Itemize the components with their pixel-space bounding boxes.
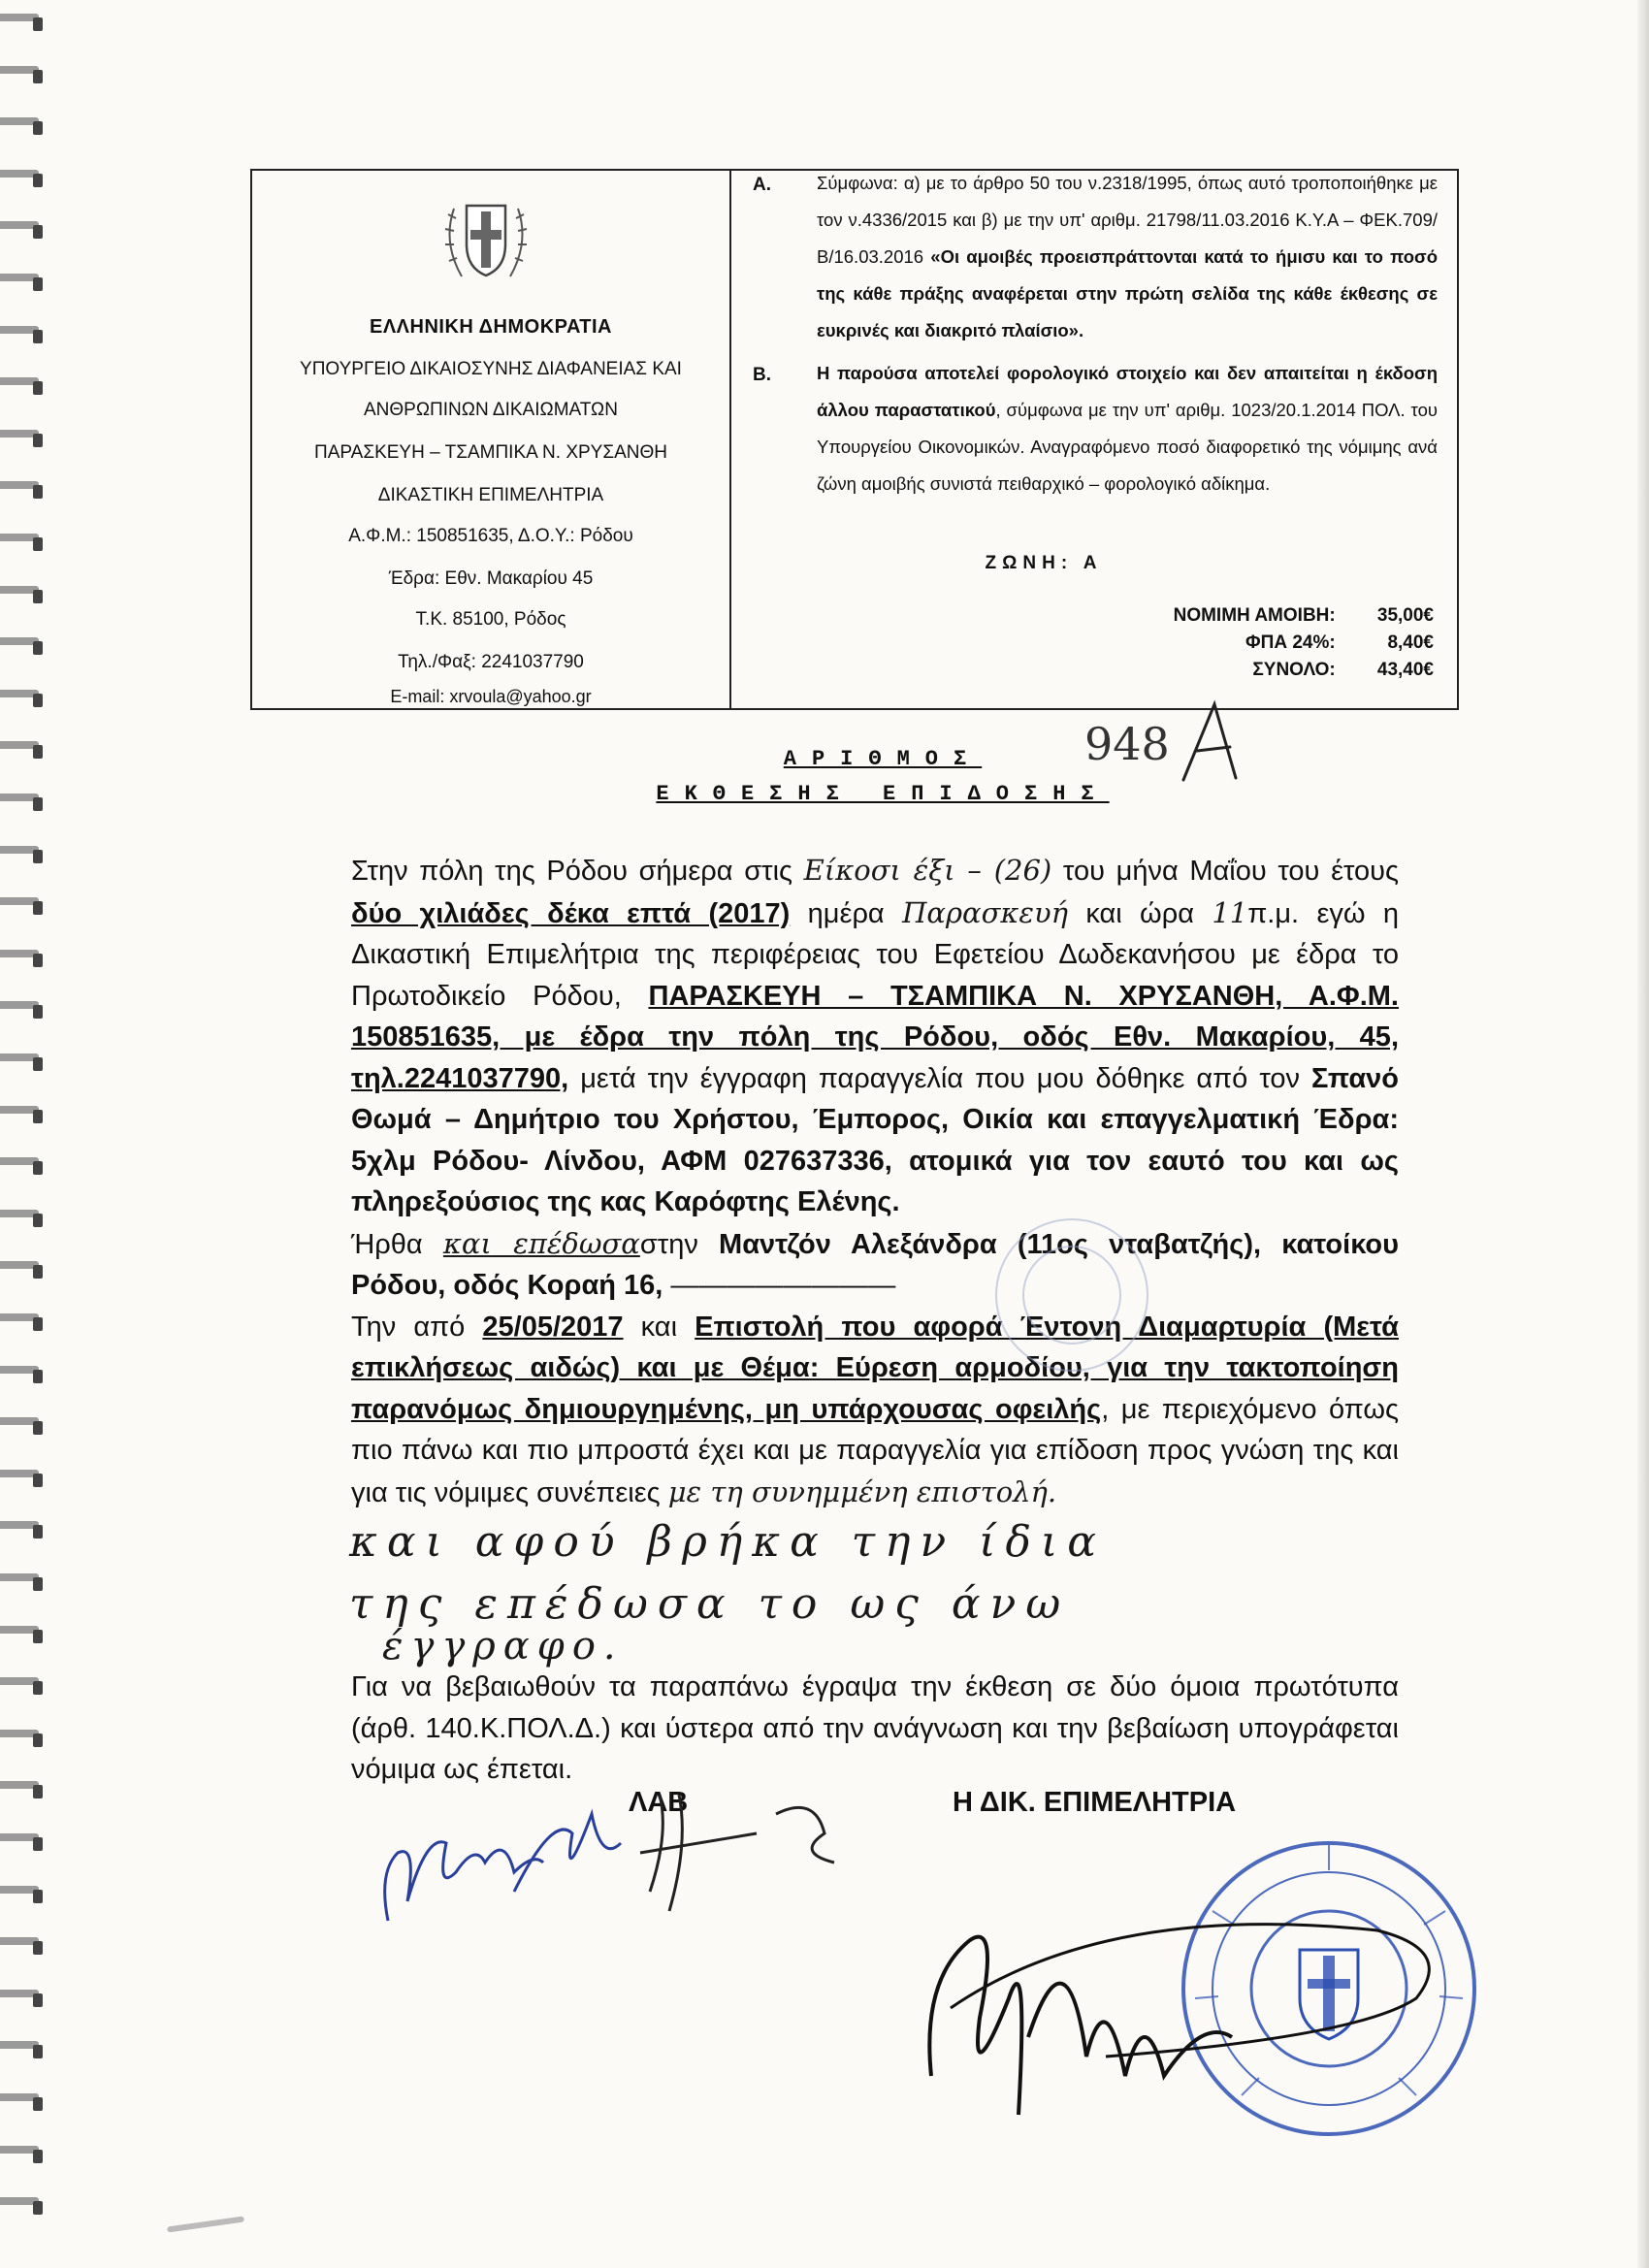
handwritten-line: και αφού βρήκα την ίδια — [349, 1517, 1106, 1567]
binding-hole — [0, 481, 47, 499]
closing-text: Για να βεβαιωθούν τα παραπάνω έγραψα την έκθεση σε δύο όμοια πρωτότυπα (άρθ. 140.Κ.ΠΟΛ.Δ.) και ύστερα από την ανάγνωση και την βεβαίωση υπογράφεται νόμιμα ως έπεται. — [351, 1671, 1399, 1785]
officer-signature-icon — [912, 1863, 1455, 2154]
binding-hole — [0, 1521, 47, 1539]
binding-hole — [0, 2093, 47, 2111]
fee-value: 43,40€ — [1376, 660, 1434, 680]
handwritten-line: της επέδωσα το ως άνω — [349, 1579, 1071, 1629]
binding-hole — [0, 1573, 47, 1591]
binding-hole — [0, 2197, 47, 2215]
binding-hole — [0, 1781, 47, 1798]
binding-hole — [0, 274, 47, 291]
fee-row-total — [1252, 660, 1434, 681]
requester-details: Σπανό Θωμά – Δημήτριο του Χρήστου, Έμπορος, Οικία και επαγγελματική Έδρα: 5χλμ Ρόδου- Λίνδου, ΑΦΜ 027637336, ατομικά για τον εαυτό του και ως πληρεξούσιος της κας Καρόφτης Ελένης. — [351, 1062, 1399, 1217]
issuer-role: ΔΙΚΑΣΤΙΚΗ ΕΠΙΜΕΛΗΤΡΙΑ — [377, 485, 604, 505]
zone-label: ΖΩΝΗ: Α — [985, 553, 1103, 573]
binding-hole — [0, 846, 47, 863]
issuer-address: Έδρα: Εθν. Μακαρίου 45 — [388, 568, 594, 589]
note-a-text — [817, 165, 1438, 349]
officer-label: Η ΔΙΚ. ΕΠΙΜΕΛΗΤΡΙΑ — [953, 1787, 1237, 1818]
binding-hole — [0, 2041, 47, 2058]
issuer-postal: Τ.Κ. 85100, Ρόδος — [415, 609, 566, 630]
binding-hole — [0, 1157, 47, 1175]
text-run: π.μ. εγώ η Δικαστική Επιμελήτρια της περιφέρειας του Εφετείου Δωδεκανήσου με έδρα το Πρωτοδικείο Ρόδου, — [351, 897, 1400, 1012]
handwritten-line: έγγραφο. — [382, 1624, 624, 1669]
fee-label: ΣΥΝΟΛΟ: — [1252, 660, 1336, 680]
binding-hole — [0, 897, 47, 915]
received-label: ΛΑΒ — [629, 1787, 689, 1818]
text-run: μετά την έγγραφη παραγγελία που μου δόθηκε από τον — [580, 1062, 1300, 1094]
binding-hole — [0, 430, 47, 447]
title-report-label: ΕΚΘΕΣΗΣ ΕΠΙΔΟΣΗΣ — [656, 782, 1110, 806]
binding-hole — [0, 66, 47, 83]
fee-row-legal — [1174, 605, 1434, 627]
binding-hole — [0, 1417, 47, 1435]
fee-label: ΦΠΑ 24%: — [1245, 632, 1336, 653]
binding-hole — [0, 2146, 47, 2163]
fee-row-vat — [1245, 632, 1434, 654]
handwritten-weekday: Παρασκευή — [902, 895, 1068, 929]
staple-mark — [167, 2216, 244, 2232]
header-box — [250, 169, 1459, 710]
handwritten-letter-a-icon — [1176, 698, 1253, 786]
fee-label: ΝΟΜΙΜΗ ΑΜΟΙΒΗ: — [1173, 605, 1336, 626]
binding-hole — [0, 221, 47, 239]
binding-hole — [0, 1053, 47, 1071]
binding-hole — [0, 690, 47, 707]
binding-hole — [0, 1106, 47, 1123]
text-run: στην — [639, 1228, 698, 1260]
issuer-tax-id: Α.Φ.Μ.: 150851635, Δ.Ο.Υ.: Ρόδου — [348, 526, 633, 546]
binding-hole — [0, 117, 47, 135]
binding-hole — [0, 1886, 47, 1903]
note-a-letter: Α. — [753, 175, 771, 195]
binding-hole — [0, 326, 47, 343]
issuer-phone: Τηλ./Φαξ: 2241037790 — [398, 652, 584, 672]
issuer-name: ΠΑΡΑΣΚΕΥΗ – ΤΣΑΜΠΙΚΑ Ν. ΧΡΥΣΑΝΘΗ — [314, 442, 667, 463]
fee-value: 35,00€ — [1376, 605, 1434, 626]
binding-hole — [0, 950, 47, 967]
text-run: Στην πόλη της Ρόδου σήμερα στις — [351, 856, 792, 887]
handwritten-attachment: με τη συνημμένη επιστολή. — [667, 1474, 1057, 1508]
binding-hole — [0, 377, 47, 395]
recipient-signature-icon — [369, 1775, 854, 1960]
binding-hole — [0, 1730, 47, 1747]
binding-hole — [0, 1937, 47, 1955]
binding-hole — [0, 586, 47, 603]
faint-stamp-icon — [989, 1213, 1154, 1377]
handwritten-day: Είκοσι έξι – (26) — [803, 854, 1052, 887]
binding-hole — [0, 1366, 47, 1383]
paragraph-intro — [351, 850, 1399, 1223]
report-body — [351, 850, 1399, 1513]
note-b-bold: Η παρούσα αποτελεί φορολογικό στοιχείο και δεν απαιτείται η έκδοση άλλου παραστατικού — [817, 363, 1438, 420]
text-run: Την από — [351, 1311, 466, 1343]
officer-details: ΠΑΡΑΣΚΕΥΗ – ΤΣΑΜΠΙΚΑ Ν. ΧΡΥΣΑΝΘΗ, Α.Φ.Μ. 150851635, με έδρα την πόλη της Ρόδου, οδός Εθν. Μακαρίου, 45, τηλ.2241037790, — [351, 980, 1399, 1094]
binding-hole — [0, 1470, 47, 1487]
note-b-plain: , σύμφωνα με την υπ' αριθμ. 1023/20.1.2014 ΠΟΛ. του Υπουργείου Οικονομικών. Αναγραφόμενο ποσό διαφορετικό της νόμιμης ανά ζώνη αμοιβής συνιστά πειθαρχικό – φορολογικό αδίκημα. — [817, 400, 1438, 494]
page-edge — [1637, 0, 1649, 2268]
binding-hole — [0, 1261, 47, 1279]
note-b-letter: Β. — [753, 365, 771, 385]
binding-hole — [0, 1210, 47, 1227]
report-number: 948 — [1084, 718, 1170, 770]
fee-value: 8,40€ — [1387, 632, 1434, 653]
issuer-panel — [252, 171, 731, 708]
issuer-country: ΕΛΛΗΝΙΚΗ ΔΗΜΟΚΡΑΤΙΑ — [370, 316, 612, 338]
handwritten-hour: 11 — [1212, 895, 1248, 929]
binding-hole — [0, 170, 47, 187]
text-run: και ώρα — [1085, 897, 1194, 929]
handwritten-notes — [349, 1478, 1455, 1672]
paragraph-recipient — [351, 1223, 1399, 1307]
text-run: και — [640, 1311, 678, 1343]
note-a-plain: Σύμφωνα: α) με το άρθρο 50 του ν.2318/1995, όπως αυτό τροποποιήθηκε με τον ν.4336/2015 και β) με την υπ' αριθμ. 21798/11.03.2016 Κ.Υ.Α – ΦΕΚ.709/Β/16.03.2016 — [817, 173, 1438, 267]
binding-hole — [0, 1677, 47, 1695]
greek-coat-of-arms-icon — [433, 184, 539, 291]
issuer-ministry-line1: ΥΠΟΥΡΓΕΙΟ ΔΙΚΑΙΟΣΥΝΗΣ ΔΙΑΦΑΝΕΙΑΣ ΚΑΙ — [300, 359, 682, 379]
note-b-text — [817, 355, 1438, 502]
legal-notes-panel — [733, 171, 1457, 708]
binding-hole — [0, 1626, 47, 1643]
text-run: , με περιεχόμενο όπως πιο πάνω και πιο μπροστά έχει και με παραγγελία για επίδοση προς γνώση της και για τις νόμιμες συνέπειες — [351, 1393, 1399, 1508]
text-run: Ήρθα — [351, 1228, 423, 1260]
binding-hole — [0, 1990, 47, 2007]
recipient-details: Μαντζόν Αλεξάνδρα (11ος νταβατζής), κατοίκου Ρόδου, οδός Κοραή 16, — [351, 1228, 1399, 1301]
year-text: δύο χιλιάδες δέκα επτά (2017) — [351, 897, 791, 929]
closing-paragraph — [351, 1667, 1399, 1791]
spiral-binding — [0, 0, 58, 2268]
binding-hole — [0, 534, 47, 551]
issuer-ministry-line2: ΑΝΘΡΩΠΙΝΩΝ ΔΙΚΑΙΩΜΑΤΩΝ — [363, 400, 618, 420]
title-number-label: ΑΡΙΘΜΟΣ — [783, 747, 983, 771]
issuer-email: E-mail: xrvoula@yahoo.gr — [390, 687, 592, 706]
binding-hole — [0, 1313, 47, 1331]
text-run: ημέρα — [807, 897, 885, 929]
document-date: 25/05/2017 — [482, 1311, 624, 1343]
note-a-bold: «Οι αμοιβές προεισπράττονται κατά το ήμισυ και το ποσό της κάθε πράξης αναφέρεται στην πρώτη σελίδα της κάθε έκθεσης σε ευκρινές και διακριτό πλαίσιο». — [817, 246, 1438, 340]
binding-hole — [0, 14, 47, 31]
strike-line: ———————— — [670, 1270, 896, 1301]
handwritten-served: και επέδωσα — [442, 1226, 640, 1260]
text-run: του μήνα Μαΐου του έτους — [1062, 856, 1400, 887]
binding-hole — [0, 1001, 47, 1019]
binding-hole — [0, 1833, 47, 1851]
binding-hole — [0, 637, 47, 655]
document-subject: Επιστολή που αφορά Έντονη Διαμαρτυρία (Μετά επικλήσεως αιδώς) και με Θέμα: Εύρεση αρμοδίου, για την τακτοποίηση παρανόμως δημιουργημένης, μη υπάρχουσας οφειλής — [351, 1311, 1400, 1425]
